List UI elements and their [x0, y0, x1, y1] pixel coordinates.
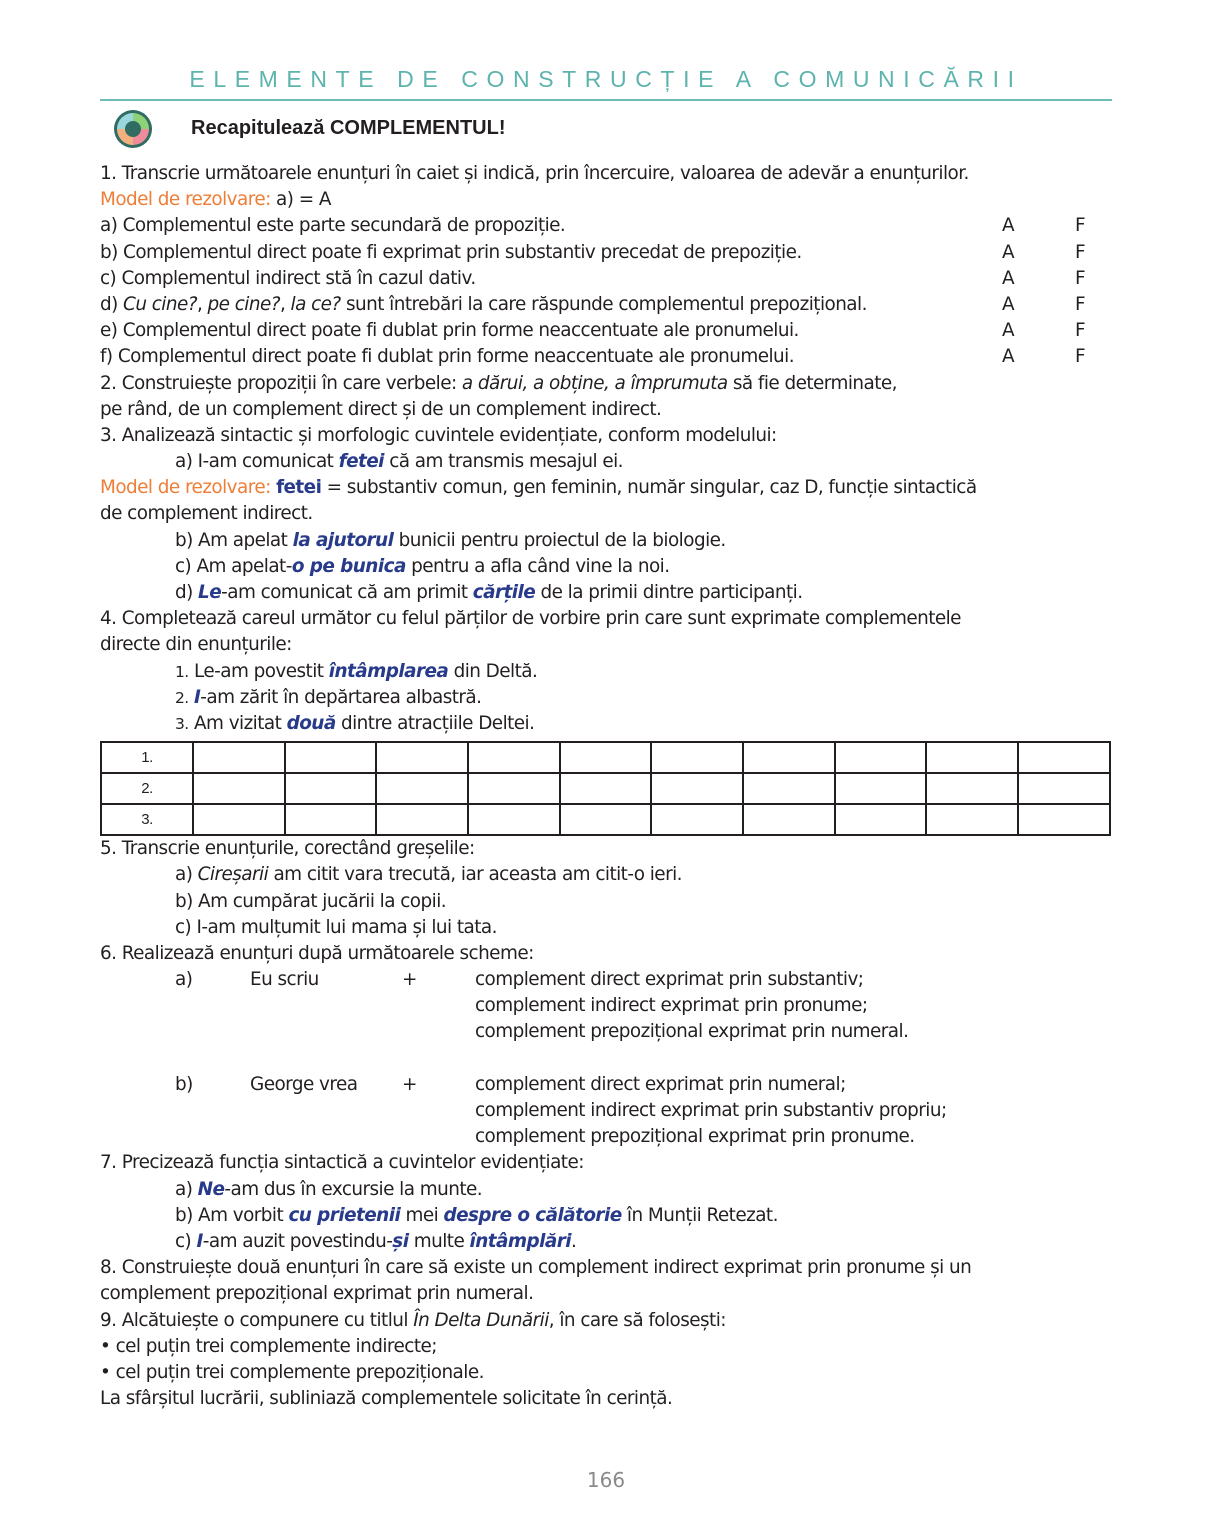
grid-cell[interactable]	[468, 773, 560, 804]
highlighted-word: întâmplări	[469, 1230, 572, 1252]
ex9-text: , în care să folosești:	[548, 1309, 726, 1331]
item-prefix: e)	[100, 320, 123, 342]
answer-grid	[100, 741, 1111, 836]
highlighted-word: întâmplarea	[328, 660, 449, 682]
item-text: sunt întrebări la care răspunde complementul prepozițional.	[340, 293, 867, 315]
answer-false[interactable]: F	[1075, 346, 1086, 368]
grid-cell[interactable]	[285, 742, 377, 773]
scheme-a-line2	[100, 993, 1112, 1019]
ex2-verbs: a dărui, a obține, a împrumuta	[461, 372, 728, 394]
sentence-text: a)	[175, 864, 198, 886]
exercise-content	[100, 161, 1112, 1412]
ex7-sentence-b	[100, 1203, 1112, 1229]
highlighted-word: și	[392, 1230, 409, 1252]
scheme-a-line1	[100, 967, 1112, 993]
model-text: a) = A	[270, 189, 331, 211]
page-number: 166	[586, 1468, 626, 1492]
model-label: Model de rezolvare:	[100, 189, 271, 211]
ex1-item-a	[100, 213, 1112, 239]
scheme-label: b)	[175, 1073, 193, 1095]
ex1-item-c	[100, 266, 1112, 292]
recap-heading: Recapitulează COMPLEMENTUL!	[191, 117, 506, 139]
scheme-requirement: complement prepozițional exprimat prin numeral.	[475, 1021, 909, 1043]
separator: ,	[279, 293, 291, 315]
grid-cell[interactable]	[1018, 773, 1110, 804]
composition-title: În Delta Dunării	[413, 1309, 549, 1331]
answer-true[interactable]: A	[1002, 241, 1015, 263]
book-title: Cireșarii	[197, 864, 269, 886]
grid-row	[101, 742, 1110, 773]
sentence-text: bunicii pentru proiectul de la biologie.	[393, 529, 726, 551]
ex2-text: 2. Construiește propoziții în care verbele:	[100, 372, 462, 394]
grid-cell[interactable]	[193, 804, 285, 835]
item-text: Complementul este parte secundară de propoziție.	[122, 215, 566, 237]
highlighted-word: fetei	[338, 451, 384, 473]
ex1-item-d	[100, 292, 1112, 318]
grid-row	[101, 773, 1110, 804]
grid-cell[interactable]	[835, 804, 927, 835]
sentence-text: din Deltă.	[448, 660, 538, 682]
ex5-sentence-a	[100, 862, 1112, 888]
sentence-text: a)	[175, 1178, 198, 1200]
grid-row-label: 3.	[101, 804, 193, 835]
highlighted-word: I	[194, 686, 201, 708]
grid-cell[interactable]	[835, 742, 927, 773]
ex1-prompt: 1. Transcrie următoarele enunțuri în caiet și indică, prin încercuire, valoarea de adevăr a enunțurilor.	[100, 163, 969, 184]
grid-cell[interactable]	[376, 804, 468, 835]
sentence-text: mei	[400, 1204, 444, 1226]
answer-true[interactable]: A	[1002, 320, 1015, 342]
grid-cell[interactable]	[743, 742, 835, 773]
sentence-number: 3.	[175, 714, 189, 733]
question-3: la ce?	[290, 293, 341, 315]
highlighted-word: despre o călătorie	[443, 1204, 622, 1226]
cycle-arrows-icon	[112, 108, 154, 150]
answer-true[interactable]: A	[1002, 267, 1015, 289]
grid-row-label: 2.	[101, 773, 193, 804]
highlighted-word: Le	[198, 582, 222, 603]
item-text: Complementul direct poate fi dublat prin forme neaccentuate ale pronumelui.	[122, 320, 799, 342]
grid-cell[interactable]	[743, 804, 835, 835]
item-prefix: f)	[100, 346, 118, 368]
plus-sign: +	[402, 969, 417, 991]
sentence-text: a) I-am comunicat	[175, 451, 339, 473]
item-text: Complementul direct poate fi exprimat prin substantiv precedat de prepoziție.	[123, 241, 802, 263]
item-prefix: b)	[100, 241, 124, 263]
scheme-a-line3	[100, 1019, 1112, 1045]
grid-cell[interactable]	[560, 773, 652, 804]
grid-cell[interactable]	[193, 742, 285, 773]
answer-false[interactable]: F	[1075, 293, 1086, 315]
scheme-requirement: complement indirect exprimat prin pronume;	[475, 995, 868, 1017]
model-word: fetei	[276, 477, 322, 499]
grid-cell[interactable]	[1018, 804, 1110, 835]
ex2-line1	[100, 371, 1112, 397]
sentence-number: 1.	[175, 662, 189, 681]
scheme-b-line3	[100, 1124, 1112, 1150]
grid-cell[interactable]	[468, 804, 560, 835]
item-text: Complementul direct poate fi dublat prin forme neaccentuate ale pronumelui.	[117, 346, 794, 368]
model-text: = substantiv comun, gen feminin, număr singular, caz D, funcție sintactică	[321, 477, 977, 499]
highlighted-word: cărțile	[472, 582, 536, 603]
highlighted-word: cu prietenii	[288, 1204, 401, 1226]
sentence-text: -am auzit povestindu-	[202, 1230, 393, 1252]
grid-cell[interactable]	[376, 773, 468, 804]
highlighted-word: o pe bunica	[291, 555, 406, 577]
ex3-sentence-d	[100, 580, 1112, 606]
question-2: pe cine?	[207, 293, 280, 315]
item-prefix: a)	[100, 215, 123, 237]
ex7-sentence-c	[100, 1229, 1112, 1255]
ex9-bullet: • cel puțin trei complemente prepoziționale.	[100, 1361, 484, 1383]
grid-cell[interactable]	[743, 773, 835, 804]
highlighted-word: I	[196, 1230, 203, 1252]
ex1-item-e	[100, 318, 1112, 344]
grid-cell[interactable]	[560, 742, 652, 773]
grid-cell[interactable]	[835, 773, 927, 804]
scheme-requirement: complement direct exprimat prin substantiv;	[475, 969, 864, 991]
ex3-sentence-a	[100, 449, 1112, 475]
scheme-label: a)	[175, 969, 193, 991]
sentence-text: dintre atracțiile Deltei.	[335, 712, 535, 734]
item-prefix: d)	[100, 293, 124, 315]
grid-cell[interactable]	[651, 773, 743, 804]
ex9-closing: La sfârșitul lucrării, subliniază complementele solicitate în cerință.	[100, 1388, 673, 1410]
ex5-sentence-c: c) I-am mulțumit lui mama și lui tata.	[175, 916, 497, 938]
scheme-subject: Eu scriu	[250, 969, 319, 991]
ex3-sentence-c	[100, 554, 1112, 580]
header-divider	[100, 99, 1112, 101]
answer-true[interactable]: A	[1002, 293, 1015, 315]
ex5-prompt: 5. Transcrie enunțurile, corectând greșelile:	[100, 838, 475, 860]
ex4-prompt-line1: 4. Completează careul următor cu felul părților de vorbire prin care sunt exprimate complementele	[100, 608, 961, 630]
ex1-item-f	[100, 344, 1112, 370]
ex1-model	[100, 187, 1112, 213]
ex9-prompt	[100, 1308, 1112, 1334]
sentence-text: -am zărit în depărtarea albastră.	[200, 686, 482, 708]
sentence-text: am citit vara trecută, iar aceasta am citit-o ieri.	[268, 864, 682, 886]
ex1-item-b	[100, 240, 1112, 266]
answer-false[interactable]: F	[1075, 320, 1086, 342]
sentence-text: .	[571, 1230, 577, 1252]
sentence-text: multe	[408, 1230, 470, 1252]
ex6-prompt: 6. Realizează enunțuri după următoarele scheme:	[100, 942, 534, 964]
answer-true[interactable]: A	[1002, 215, 1015, 237]
model-label: Model de rezolvare:	[100, 477, 271, 499]
sentence-text: Am vizitat	[188, 712, 287, 734]
sentence-text: că am transmis mesajul ei.	[383, 451, 623, 473]
highlighted-word: la ajutorul	[292, 529, 394, 551]
grid-row	[101, 804, 1110, 835]
grid-cell[interactable]	[1018, 742, 1110, 773]
sentence-text: -am comunicat că am primit	[221, 582, 473, 603]
scheme-b-line1	[100, 1072, 1112, 1098]
sentence-number: 2.	[175, 688, 189, 707]
ex3-model	[100, 475, 1112, 501]
scheme-b-line2	[100, 1098, 1112, 1124]
section-title: ELEMENTE DE CONSTRUCȚIE A COMUNICĂRII	[189, 66, 1023, 92]
ex7-sentence-a	[100, 1177, 1112, 1203]
grid-cell[interactable]	[376, 742, 468, 773]
grid-cell[interactable]	[926, 773, 1018, 804]
sentence-text: -am dus în excursie la munte.	[224, 1178, 483, 1200]
grid-cell[interactable]	[651, 804, 743, 835]
sentence-text: în Munții Retezat.	[621, 1204, 778, 1226]
ex7-prompt: 7. Precizează funcția sintactică a cuvintelor evidențiate:	[100, 1152, 584, 1174]
scheme-requirement: complement direct exprimat prin numeral;	[475, 1073, 846, 1095]
ex9-text: 9. Alcătuiește o compunere cu titlul	[100, 1309, 414, 1331]
highlighted-word: două	[286, 712, 336, 734]
grid-cell[interactable]	[560, 804, 652, 835]
ex4-sentence-2	[100, 685, 1112, 711]
ex4-sentence-1	[100, 659, 1112, 685]
ex3-model-line2: de complement indirect.	[100, 503, 313, 525]
grid-cell[interactable]	[193, 773, 285, 804]
plus-sign: +	[402, 1073, 417, 1095]
scheme-subject: George vrea	[250, 1073, 358, 1095]
ex4-sentence-3	[100, 711, 1112, 737]
scheme-requirement: complement indirect exprimat prin substantiv propriu;	[475, 1100, 947, 1121]
grid-cell[interactable]	[651, 742, 743, 773]
sentence-text: d)	[175, 582, 199, 603]
ex4-prompt-line2: directe din enunțurile:	[100, 634, 292, 656]
grid-cell[interactable]	[926, 804, 1018, 835]
answer-false[interactable]: F	[1075, 267, 1086, 289]
sentence-text: c) Am apelat-	[175, 555, 292, 577]
grid-cell[interactable]	[285, 804, 377, 835]
sentence-text: c)	[175, 1230, 197, 1252]
highlighted-word: Ne	[197, 1178, 225, 1200]
ex3-sentence-b	[100, 528, 1112, 554]
sentence-text: b) Am vorbit	[175, 1204, 289, 1226]
sentence-text: pentru a afla când vine la noi.	[405, 555, 670, 577]
sentence-text: b) Am apelat	[175, 529, 293, 551]
item-text: Complementul indirect stă în cazul dativ.	[121, 267, 476, 289]
grid-cell[interactable]	[285, 773, 377, 804]
answer-false[interactable]: F	[1075, 241, 1086, 263]
sentence-text: de la primii dintre participanți.	[535, 582, 803, 603]
ex8-line2: complement prepozițional exprimat prin numeral.	[100, 1283, 534, 1305]
answer-false[interactable]: F	[1075, 215, 1086, 237]
ex2-text: să fie determinate,	[727, 372, 897, 394]
sentence-text: Le-am povestit	[188, 660, 329, 682]
question-1: Cu cine?	[123, 293, 197, 315]
separator: ,	[196, 293, 208, 315]
ex2-line2: pe rând, de un complement direct și de un complement indirect.	[100, 398, 662, 420]
answer-true[interactable]: A	[1002, 346, 1015, 368]
scheme-requirement: complement prepozițional exprimat prin pronume.	[475, 1126, 915, 1148]
ex5-sentence-b: b) Am cumpărat jucării la copii.	[175, 890, 447, 912]
grid-cell[interactable]	[468, 742, 560, 773]
item-prefix: c)	[100, 267, 122, 289]
grid-cell[interactable]	[926, 742, 1018, 773]
ex9-bullet: • cel puțin trei complemente indirecte;	[100, 1335, 437, 1357]
ex3-prompt: 3. Analizează sintactic și morfologic cuvintele evidențiate, conform modelului:	[100, 424, 777, 446]
ex8-line1: 8. Construiește două enunțuri în care să existe un complement indirect exprimat prin pronume și un	[100, 1257, 972, 1279]
grid-row-label: 1.	[101, 742, 193, 773]
scheme-spacer	[100, 1046, 1112, 1072]
